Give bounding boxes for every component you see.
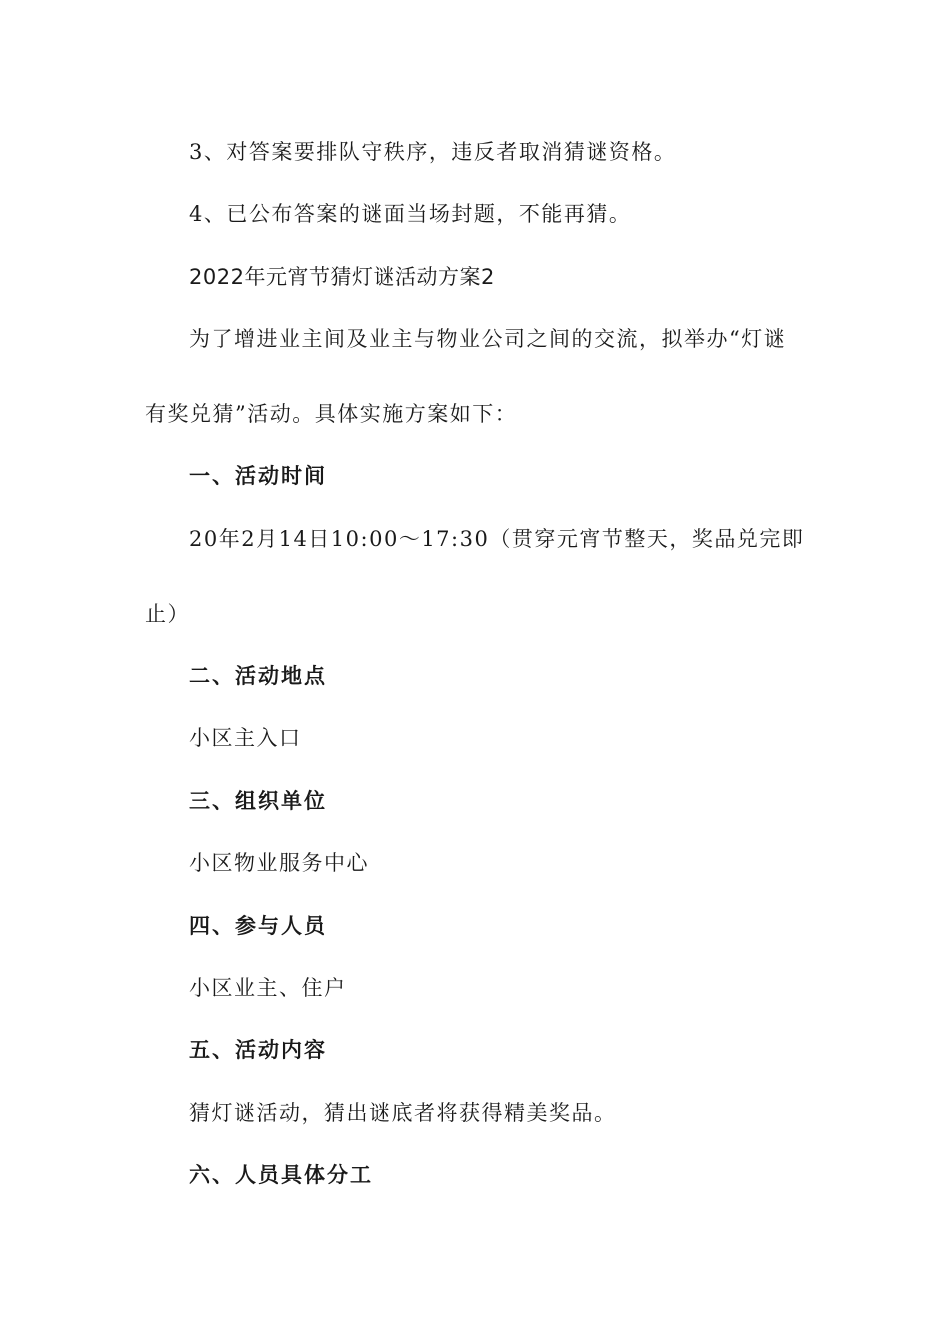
section-heading-time: 一、活动时间 <box>189 464 327 488</box>
section-body-organizer: 小区物业服务中心 <box>189 851 369 875</box>
section-body-time-line-2: 止） <box>145 602 190 626</box>
section-heading-location: 二、活动地点 <box>189 664 327 688</box>
section-heading-content: 五、活动内容 <box>189 1038 327 1062</box>
rule-item-4: 4、已公布答案的谜面当场封题，不能再猜。 <box>189 202 632 226</box>
intro-paragraph-line-2: 有奖兑猜”活动。具体实施方案如下： <box>145 402 518 426</box>
rule-item-3: 3、对答案要排队守秩序，违反者取消猜谜资格。 <box>189 140 677 164</box>
section-body-location: 小区主入口 <box>189 726 302 750</box>
section-body-content: 猜灯谜活动，猜出谜底者将获得精美奖品。 <box>189 1101 617 1125</box>
section-body-time-line-1: 20年2月14日10:00～17:30（贯穿元宵节整天，奖品兑完即 <box>189 527 805 551</box>
intro-paragraph-line-1: 为了增进业主间及业主与物业公司之间的交流，拟举办“灯谜 <box>189 327 787 351</box>
document-title: 2022年元宵节猜灯谜活动方案2 <box>189 265 495 289</box>
section-body-participants: 小区业主、住户 <box>189 976 347 1000</box>
section-heading-participants: 四、参与人员 <box>189 914 327 938</box>
section-heading-organizer: 三、组织单位 <box>189 789 327 813</box>
section-heading-staffing: 六、人员具体分工 <box>189 1163 373 1187</box>
